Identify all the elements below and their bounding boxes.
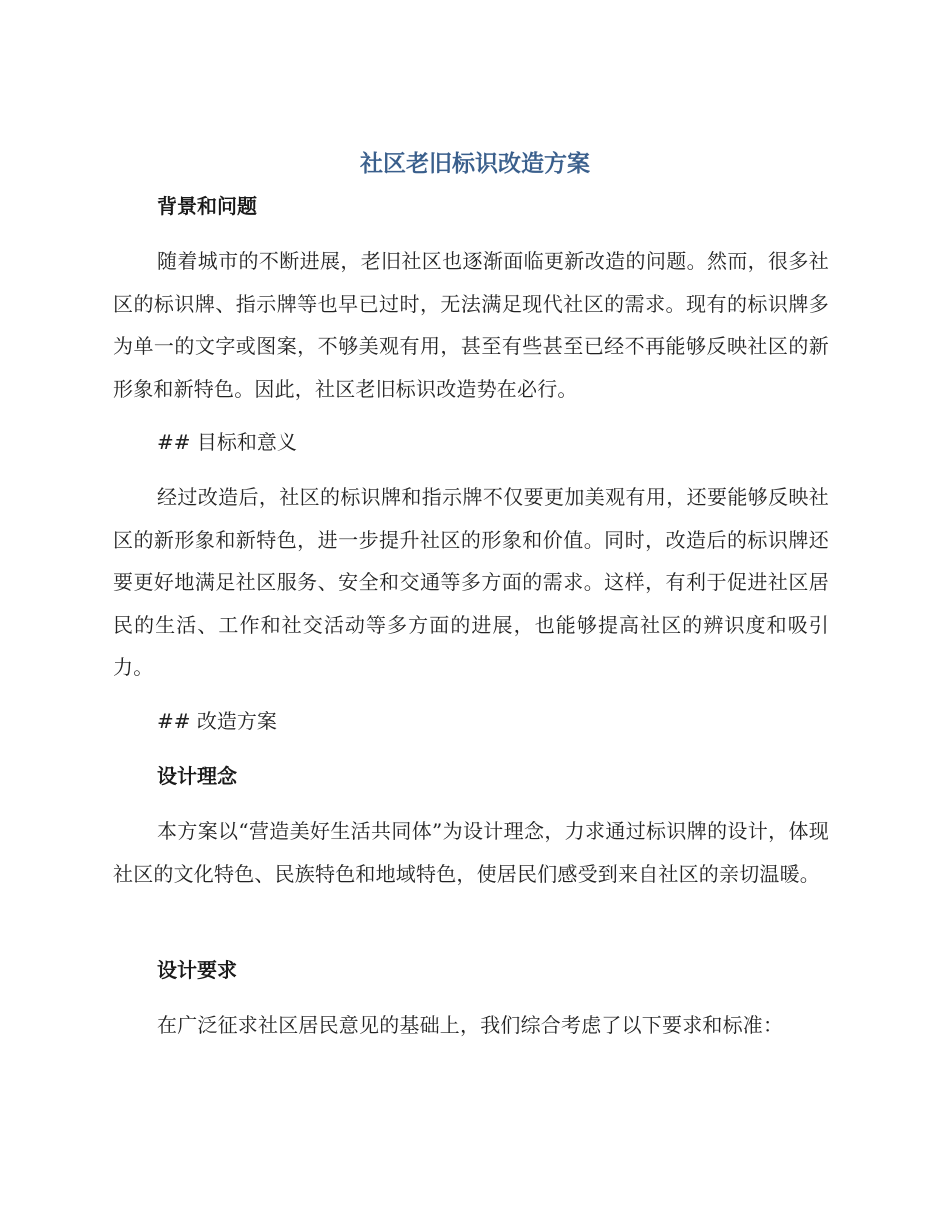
paragraph-design-concept: 本方案以“营造美好生活共同体”为设计理念，力求通过标识牌的设计，体现社区的文化特色、民族特色和地域特色，使居民们感受到来自社区的亲切温暖。 bbox=[113, 819, 829, 886]
section-heading-goals: ## 目标和意义 bbox=[157, 430, 297, 454]
paragraph-goals: 经过改造后，社区的标识牌和指示牌不仅要更加美观有用，还要能够反映社区的新形象和新特色，进一步提升社区的形象和价值。同时，改造后的标识牌还要更好地满足社区服务、安全和交通等多方面的需求。这样，有利于促进社区居民的生活、工作和社交活动等多方面的进展，也能够提高社区的辨识度和吸引力。 bbox=[113, 485, 829, 679]
section-heading-design-concept: 设计理念 bbox=[157, 764, 237, 788]
paragraph-design-requirements: 在广泛征求社区居民意见的基础上，我们综合考虑了以下要求和标准： bbox=[157, 1013, 784, 1037]
section-heading-plan: ## 改造方案 bbox=[157, 709, 277, 733]
document-title: 社区老旧标识改造方案 bbox=[360, 151, 590, 177]
section-heading-background: 背景和问题 bbox=[157, 194, 257, 218]
paragraph-background: 随着城市的不断进展，老旧社区也逐渐面临更新改造的问题。然而，很多社区的标识牌、指示牌等也早已过时，无法满足现代社区的需求。现有的标识牌多为单一的文字或图案，不够美观有用，甚至有些甚至已经不再能够反映社区的新形象和新特色。因此，社区老旧标识改造势在必行。 bbox=[113, 249, 829, 401]
section-heading-design-requirements: 设计要求 bbox=[157, 958, 237, 982]
